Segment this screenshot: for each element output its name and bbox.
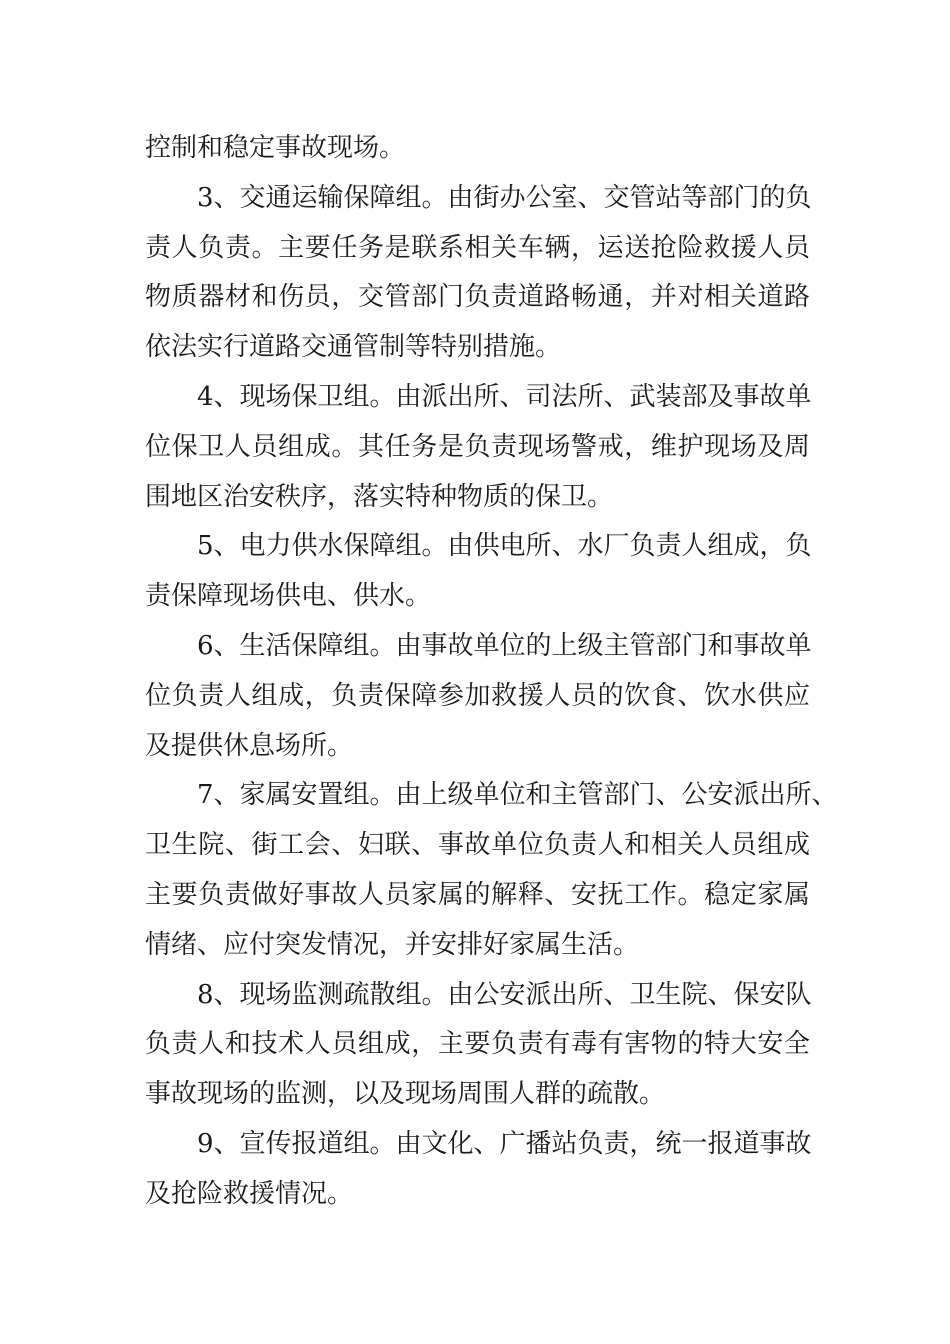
text-line: 及提供休息场所。	[145, 730, 354, 761]
paragraph-8-line-1: 8、现场监测疏散组。由公安派出所、卫生院、保安队	[197, 979, 812, 1010]
text-line: 卫生院、街工会、妇联、事故单位负责人和相关人员组成	[145, 830, 810, 861]
text-line: 负责人和技术人员组成，主要负责有毒有害物的特大安全	[145, 1029, 810, 1060]
text-line: 事故现场的监测，以及现场周围人群的疏散。	[145, 1079, 666, 1110]
text-line: 控制和稳定事故现场。	[145, 133, 406, 163]
text-line: 围地区治安秩序，落实特种物质的保卫。	[145, 481, 614, 512]
document-body	[145, 124, 838, 1220]
paragraph-9-line-1: 9、宣传报道组。由文化、广播站负责，统一报道事故	[197, 1128, 812, 1159]
paragraph-7-line-1: 7、家属安置组。由上级单位和主管部门、公安派出所、	[197, 780, 838, 811]
text-line: 位负责人组成，负责保障参加救援人员的饮食、饮水供应	[145, 680, 810, 711]
paragraph-3-line-1: 3、交通运输保障组。由街办公室、交管站等部门的负	[197, 182, 812, 213]
text-line: 责人负责。主要任务是联系相关车辆，运送抢险救援人员	[145, 232, 810, 263]
text-line: 主要负责做好事故人员家属的解释、安抚工作。稳定家属	[145, 879, 810, 910]
text-line: 依法实行道路交通管制等特别措施。	[145, 332, 562, 363]
paragraph-6-line-1: 6、生活保障组。由事故单位的上级主管部门和事故单	[197, 630, 812, 661]
paragraph-5-line-1: 5、电力供水保障组。由供电所、水厂负责人组成，负	[197, 531, 812, 562]
paragraph-4-line-1: 4、现场保卫组。由派出所、司法所、武装部及事故单	[197, 381, 812, 412]
text-line: 责保障现场供电、供水。	[145, 581, 432, 612]
text-line: 物质器材和伤员，交管部门负责道路畅通，并对相关道路	[145, 282, 810, 313]
text-line: 位保卫人员组成。其任务是负责现场警戒，维护现场及周	[145, 431, 810, 462]
text-line: 及抢险救援情况。	[145, 1178, 354, 1209]
text-line: 情绪、应付突发情况，并安排好家属生活。	[145, 929, 640, 960]
